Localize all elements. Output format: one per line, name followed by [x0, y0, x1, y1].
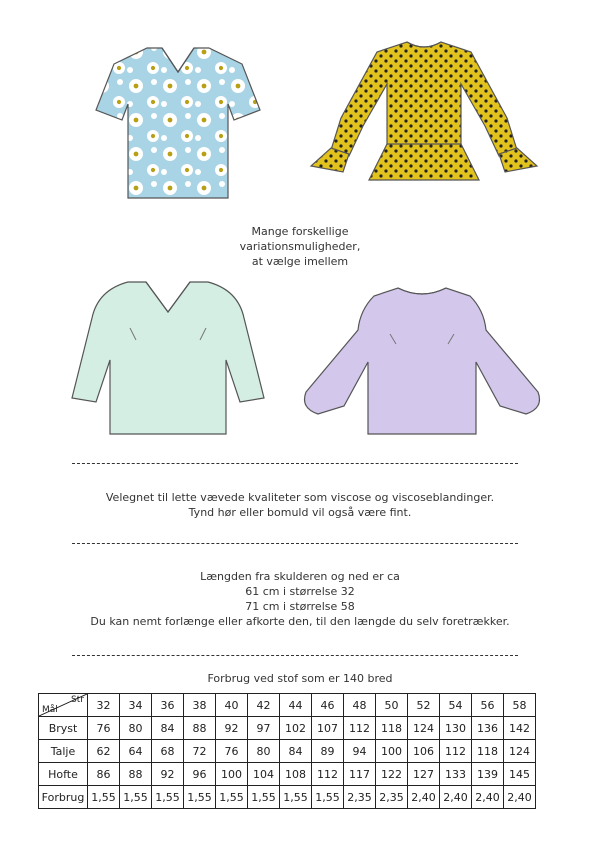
- table-cell: 76: [216, 740, 248, 763]
- table-row: [39, 717, 536, 740]
- table-cell: 2,40: [440, 786, 472, 809]
- lavender-balloon-sleeve-top-illustration: [300, 282, 544, 438]
- table-cell: 108: [280, 763, 312, 786]
- table-cell: 92: [152, 763, 184, 786]
- size-header-cell: 34: [120, 694, 152, 717]
- table-cell: 107: [312, 717, 344, 740]
- table-cell: 2,40: [504, 786, 536, 809]
- size-header-cell: 36: [152, 694, 184, 717]
- table-cell: 100: [216, 763, 248, 786]
- size-table-body: [39, 694, 536, 809]
- table-cell: 80: [120, 717, 152, 740]
- row-label-cell: Forbrug: [39, 786, 88, 809]
- row-label-cell: Talje: [39, 740, 88, 763]
- dashed-divider: [72, 463, 518, 464]
- table-cell: 100: [376, 740, 408, 763]
- measure-axis-label: Mål: [42, 705, 58, 715]
- table-cell: 2,40: [408, 786, 440, 809]
- table-cell: 1,55: [248, 786, 280, 809]
- table-cell: 80: [248, 740, 280, 763]
- dashed-divider: [72, 655, 518, 656]
- table-cell: 112: [312, 763, 344, 786]
- size-header-cell: 40: [216, 694, 248, 717]
- table-cell: 102: [280, 717, 312, 740]
- table-cell: 1,55: [88, 786, 120, 809]
- length-caption: [0, 569, 600, 629]
- mint-vneck-top-illustration: [68, 278, 268, 438]
- size-header-cell: 48: [344, 694, 376, 717]
- table-cell: 104: [248, 763, 280, 786]
- table-cell: 1,55: [216, 786, 248, 809]
- size-header-cell: 44: [280, 694, 312, 717]
- table-cell: 112: [440, 740, 472, 763]
- table-cell: 130: [440, 717, 472, 740]
- caption-line: 61 cm i størrelse 32: [245, 585, 355, 598]
- size-header-cell: 32: [88, 694, 120, 717]
- table-cell: 88: [120, 763, 152, 786]
- table-row: [39, 786, 536, 809]
- size-header-cell: 38: [184, 694, 216, 717]
- table-cell: 62: [88, 740, 120, 763]
- row-label-cell: Bryst: [39, 717, 88, 740]
- table-cell: 118: [472, 740, 504, 763]
- dashed-divider: [72, 543, 518, 544]
- table-cell: 124: [504, 740, 536, 763]
- row-label-cell: Hofte: [39, 763, 88, 786]
- table-cell: 2,35: [376, 786, 408, 809]
- yellow-polka-dot-blouse-illustration: [303, 38, 545, 190]
- table-cell: 96: [184, 763, 216, 786]
- caption-line: Tynd hør eller bomuld vil også være fint.: [188, 506, 412, 519]
- size-header-cell: 50: [376, 694, 408, 717]
- table-cell: 106: [408, 740, 440, 763]
- caption-line: Du kan nemt forlænge eller afkorte den, til den længde du selv foretrækker.: [90, 615, 510, 628]
- table-cell: 72: [184, 740, 216, 763]
- daisy-print-tshirt-illustration: [92, 42, 264, 202]
- table-cell: 1,55: [280, 786, 312, 809]
- caption-line: 71 cm i størrelse 58: [245, 600, 355, 613]
- table-cell: 76: [88, 717, 120, 740]
- size-header-row: [39, 694, 536, 717]
- table-cell: 122: [376, 763, 408, 786]
- table-cell: 64: [120, 740, 152, 763]
- table-cell: 1,55: [312, 786, 344, 809]
- table-cell: 89: [312, 740, 344, 763]
- table-row: [39, 763, 536, 786]
- table-cell: 136: [472, 717, 504, 740]
- caption-line: Velegnet til lette vævede kvaliteter som viscose og viscoseblandinger.: [105, 491, 495, 504]
- table-cell: 86: [88, 763, 120, 786]
- table-cell: 142: [504, 717, 536, 740]
- size-header-cell: 56: [472, 694, 504, 717]
- table-cell: 97: [248, 717, 280, 740]
- size-axis-label: Str: [71, 695, 84, 705]
- variations-caption: [0, 224, 600, 269]
- table-cell: 68: [152, 740, 184, 763]
- table-corner-cell: [39, 694, 88, 717]
- table-cell: 88: [184, 717, 216, 740]
- fabric-caption: [0, 490, 600, 520]
- size-header-cell: 42: [248, 694, 280, 717]
- table-cell: 117: [344, 763, 376, 786]
- size-table-title: Forbrug ved stof som er 140 bred: [207, 672, 393, 685]
- table-cell: 1,55: [120, 786, 152, 809]
- table-cell: 112: [344, 717, 376, 740]
- table-row: [39, 740, 536, 763]
- table-cell: 124: [408, 717, 440, 740]
- table-cell: 1,55: [152, 786, 184, 809]
- table-cell: 84: [280, 740, 312, 763]
- size-header-cell: 58: [504, 694, 536, 717]
- table-cell: 1,55: [184, 786, 216, 809]
- table-cell: 133: [440, 763, 472, 786]
- table-cell: 94: [344, 740, 376, 763]
- caption-line: at vælge imellem: [251, 255, 349, 268]
- table-cell: 118: [376, 717, 408, 740]
- table-cell: 145: [504, 763, 536, 786]
- table-cell: 2,40: [472, 786, 504, 809]
- table-cell: 127: [408, 763, 440, 786]
- caption-line: Mange forskellige: [251, 225, 349, 238]
- size-table: [38, 693, 536, 809]
- table-cell: 139: [472, 763, 504, 786]
- caption-line: variationsmuligheder,: [239, 240, 361, 253]
- size-header-cell: 54: [440, 694, 472, 717]
- table-cell: 92: [216, 717, 248, 740]
- table-cell: 84: [152, 717, 184, 740]
- size-header-cell: 46: [312, 694, 344, 717]
- table-cell: 2,35: [344, 786, 376, 809]
- caption-line: Længden fra skulderen og ned er ca: [200, 570, 400, 583]
- size-header-cell: 52: [408, 694, 440, 717]
